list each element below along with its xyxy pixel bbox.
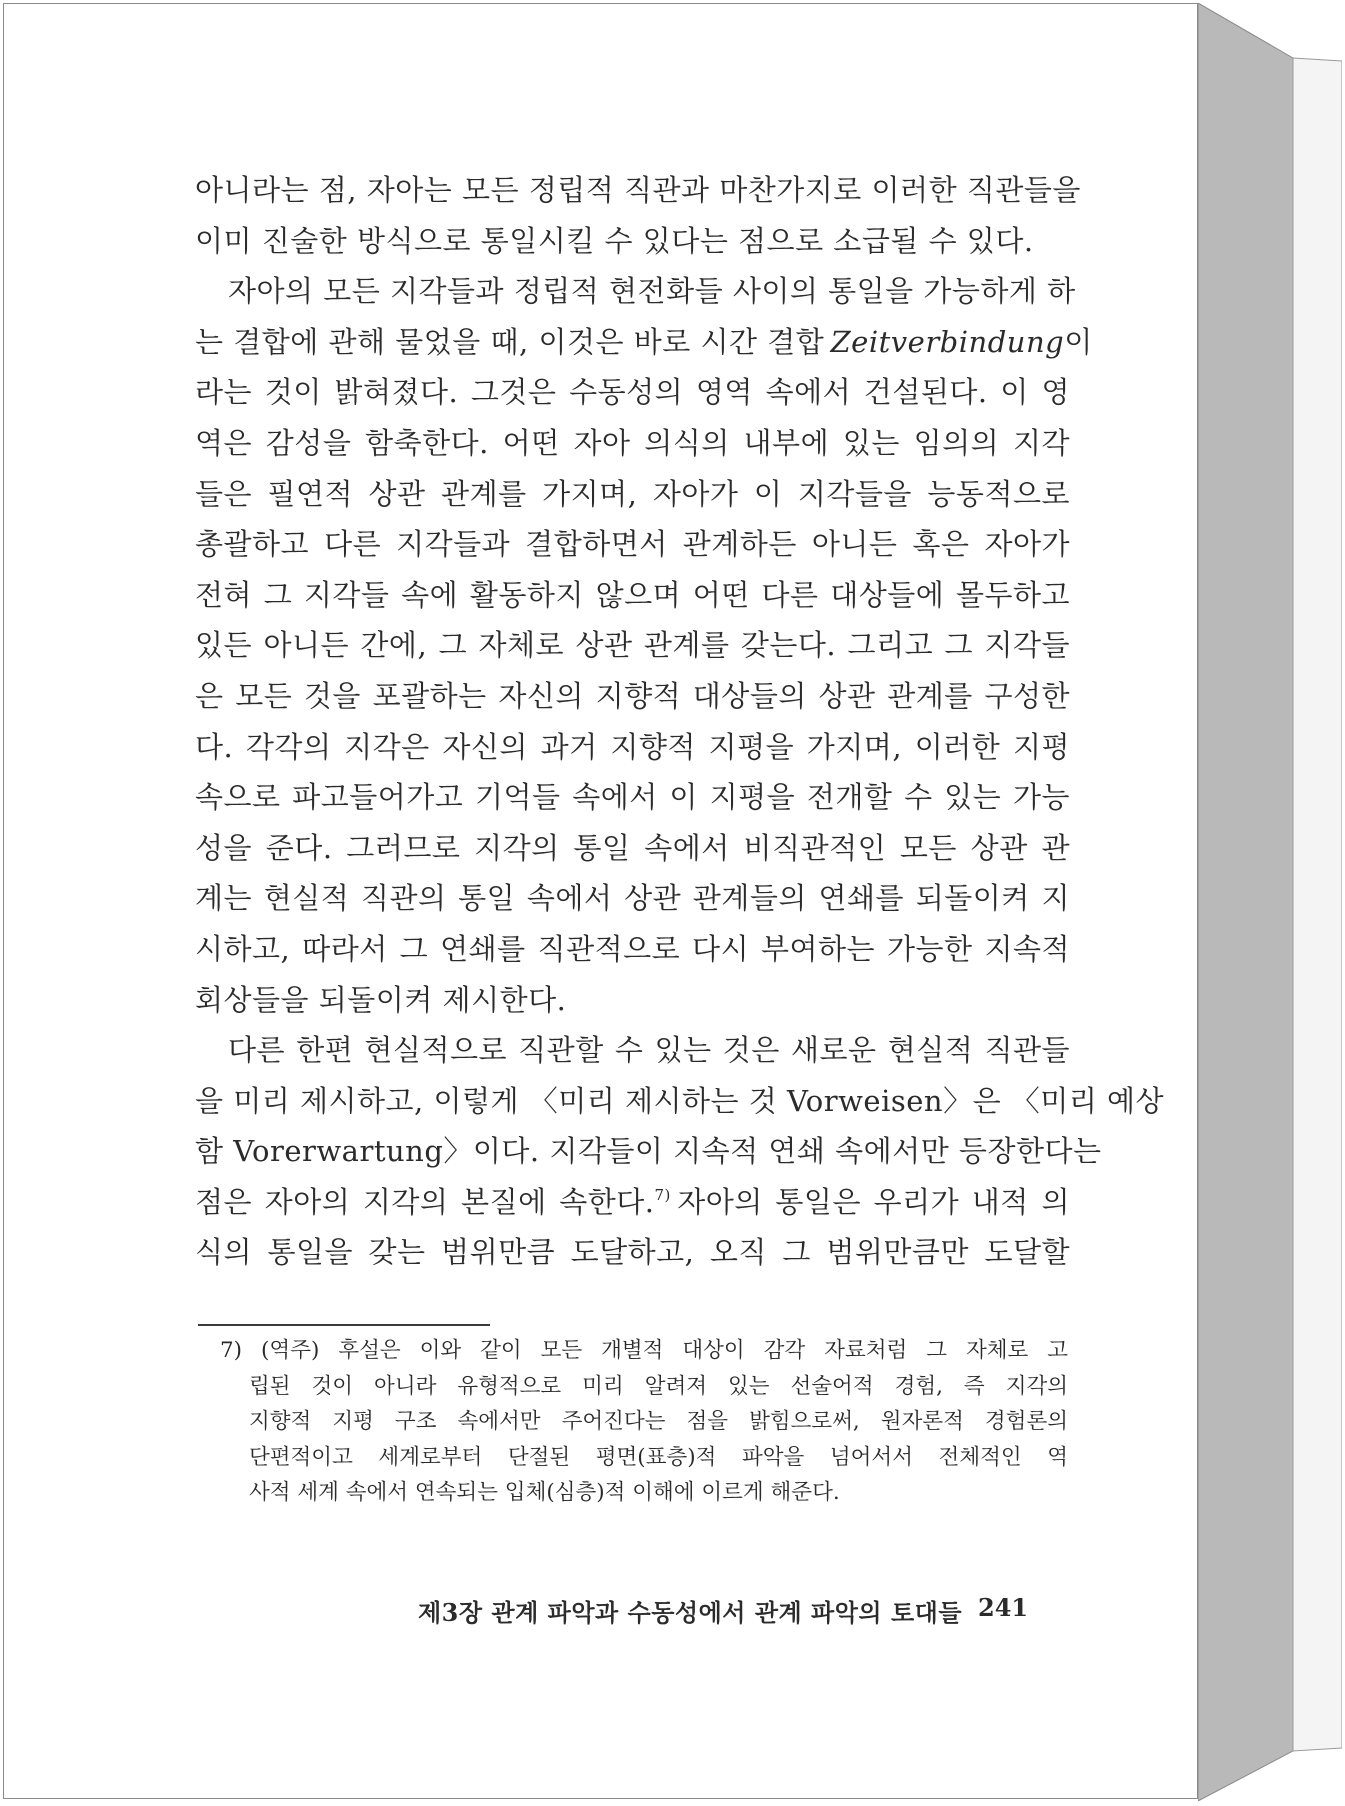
text-line: 을 미리 제시하고, 이렇게 〈미리 제시하는 것 Vorweisen〉은 〈미리 예상 [195,1083,1165,1118]
book-spine [1198,3,1342,1801]
footnote-line: 단편적이고 세계로부터 단절된 평면(표층)적 파악을 넘어서서 전체적인 역 [249,1444,1068,1470]
text-line: 라는 것이 밝혀졌다. 그것은 수동성의 영역 속에서 건설된다. 이 영 [195,375,1070,410]
text-segment: 자아의 통일은 우리가 내적 의 [677,1184,1070,1219]
footnote-line: 립된 것이 아니라 유형적으로 미리 알려져 있는 선술어적 경험, 즉 지각의 [249,1373,1068,1399]
footnote-divider [198,1324,490,1326]
foreign-term: Zeitverbindung [830,324,1065,359]
text-line: 회상들을 되돌이켜 제시한다. [195,982,567,1017]
text-line: 다른 한편 현실적으로 직관할 수 있는 것은 새로운 현실적 직관들 [228,1033,1070,1068]
body-text [195,165,1165,1278]
text-line: 전혀 그 지각들 속에 활동하지 않으며 어떤 다른 대상들에 몰두하고 [195,577,1070,612]
text-line: 다. 각각의 지각은 자신의 과거 지향적 지평을 가지며, 이러한 지평 [195,729,1070,764]
text-line: 은 모든 것을 포괄하는 자신의 지향적 대상들의 상관 관계를 구성한 [195,678,1070,713]
text-line: 총괄하고 다른 지각들과 결합하면서 관계하든 아니든 혹은 자아가 [195,527,1070,562]
text-segment: 는 결합에 관해 물었을 때, 이것은 바로 시간 결합 [195,324,825,359]
footnote-reference: 7) [654,1185,671,1204]
text-line: 있든 아니든 간에, 그 자체로 상관 관계를 갖는다. 그리고 그 지각들 [195,628,1070,663]
text-line: 시하고, 따라서 그 연쇄를 직관적으로 다시 부여하는 가능한 지속적 [195,931,1070,966]
footnote-marker: 7) (역주) [220,1338,320,1363]
text-line [195,1177,1070,1228]
text-line: 아니라는 점, 자아는 모든 정립적 직관과 마찬가지로 이러한 직관들을 [195,173,1081,207]
chapter-title: 제3장 관계 파악과 수동성에서 관계 파악의 토대들 [418,1598,963,1627]
page-number: 241 [978,1593,1029,1622]
text-line: 역은 감성을 함축한다. 어떤 자아 의식의 내부에 있는 임의의 지각 [195,425,1070,460]
text-line: 계는 현실적 직관의 통일 속에서 상관 관계들의 연쇄를 되돌이켜 지 [195,881,1070,916]
text-line: 이미 진술한 방식으로 통일시킬 수 있다는 점으로 소급될 수 있다. [195,223,1034,258]
text-segment: 점은 자아의 지각의 본질에 속한다. [195,1184,655,1219]
text-line: 함 Vorerwartung〉이다. 지각들이 지속적 연쇄 속에서만 등장한다는 [195,1134,1102,1169]
text-segment: 후설은 이와 같이 모든 개별적 대상이 감각 자료처럼 그 자체로 고 [338,1338,1068,1363]
text-line: 식의 통일을 갖는 범위만큼 도달하고, 오직 그 범위만큼만 도달할 [195,1235,1070,1270]
footnote-line [220,1333,1068,1369]
footnote-line: 지향적 지평 구조 속에서만 주어진다는 점을 밝힘으로써, 원자론적 경험론의 [249,1409,1068,1434]
text-line: 성을 준다. 그러므로 지각의 통일 속에서 비직관적인 모든 상관 관 [195,830,1070,865]
text-line: 자아의 모든 지각들과 정립적 현전화들 사이의 통일을 가능하게 하 [228,274,1076,309]
footnote-line: 사적 세계 속에서 연속되는 입체(심층)적 이해에 이르게 해준다. [249,1480,840,1505]
running-footer [418,1593,1038,1628]
text-line: 속으로 파고들어가고 기억들 속에서 이 지평을 전개할 수 있는 가능 [195,780,1070,815]
text-line [195,317,1093,368]
footnotes [220,1333,1068,1511]
text-line: 들은 필연적 상관 관계를 가지며, 자아가 이 지각들을 능동적으로 [195,476,1070,511]
text-segment: 이 [1064,324,1093,359]
